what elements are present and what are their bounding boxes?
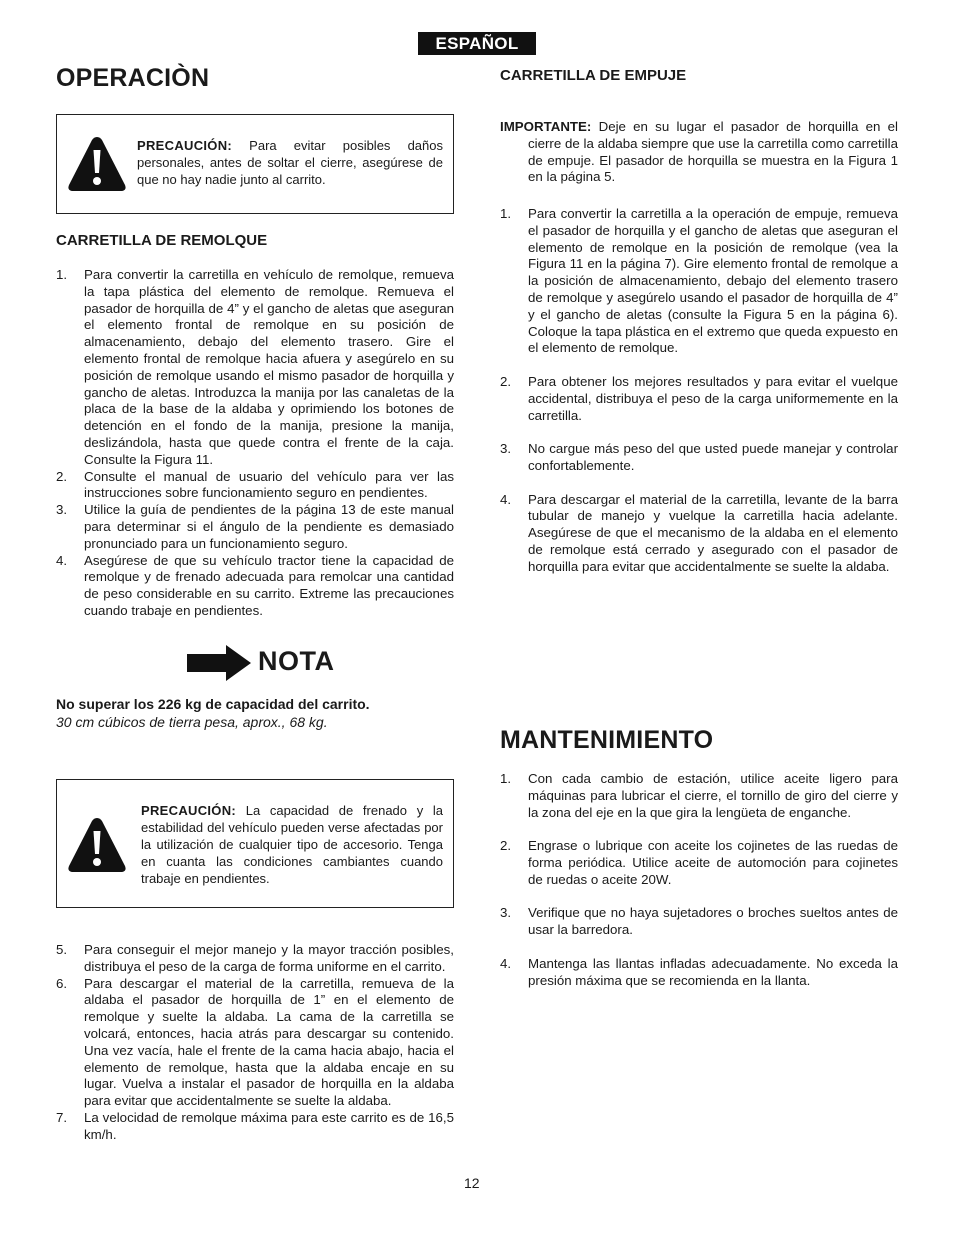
caution-label-1: PRECAUCIÓN: [137,138,233,153]
list-item [500,492,898,576]
list-item [500,956,898,990]
item-text: Engrase o lubrique con aceite los cojinetes de las ruedas de forma periódica. Utilice aceite de automoción para cojinetes de ruedas o aceite 20W. [528,838,898,887]
item-number: 4. [56,552,68,568]
item-number: 2. [500,373,512,389]
caution-box-2 [56,779,454,908]
item-text: Para convertir la carretilla en vehículo de remolque, remueva la tapa plástica del elemento de remolque. Remueva el pasador de horquilla de 4” y el gancho de aletas que aseguran el elemento frontal de remolque en su posición de almacenamiento, debajo del elemento trasero. Gire el elemento frontal de remolque hacia afuera y asegúrelo en su posición de remolque usando el mismo pasador de horquilla y gancho de aletas. Introduzca la manija por las canaletas de la placa de la base de la aldaba y oprimiendo los botones de detención en el fondo de la manija, presione la manija, deslizándola, hasta que quede contra el frente de la caja. Consulte la Figura 11. [84,267,454,467]
item-number: 4. [500,491,512,507]
item-text: La velocidad de remolque máxima para este carrito es de 16,5 km/h. [84,1109,454,1142]
item-number: 1. [500,771,512,786]
list-item [56,553,454,620]
list-item [500,771,898,821]
item-number: 1. [56,267,68,282]
warning-icon [66,135,128,193]
item-number: 7. [56,1109,68,1125]
caution-text-2 [141,802,443,887]
caution-box-1 [56,114,454,214]
item-number: 6. [56,975,68,991]
list-item [56,942,454,976]
item-number: 1. [500,206,512,221]
push-heading: CARRETILLA DE EMPUJE [500,67,687,84]
nota-label: NOTA [258,646,335,676]
list-item [500,905,898,939]
item-number: 3. [500,441,512,457]
item-number: 3. [56,502,68,518]
list-item [500,374,898,424]
item-text: Para descargar el material de la carretilla, levante de la barra tubular de manejo y vuelque la carretilla hacia adelante. Asegúrese de que el mecanismo de la aldaba en el elemento de remolque está cerrado y asegurado con el pasador de horquilla para evitar que accidentalmente se suelte la aldaba. [528,491,898,574]
item-text: Consulte el manual de usuario del vehículo para ver las instrucciones sobre funcionamiento seguro en pendientes. [84,468,454,501]
list-item [56,1110,454,1144]
important-note [500,119,898,186]
list-item [56,267,454,469]
capacity-note: No superar los 226 kg de capacidad del carrito. [56,696,370,712]
list-item [500,206,898,357]
operation-title: OPERACIÒN [56,64,210,92]
item-number: 5. [56,942,68,957]
page-number: 12 [464,1175,480,1191]
item-text: Mantenga las llantas infladas adecuadamente. No exceda la presión máxima que se recomienda en la llanta. [528,955,898,988]
caution-body-1: Para evitar posibles daños personales, antes de soltar el cierre, asegúrese de que no hay nadie junto al carrito. [137,138,443,187]
item-number: 2. [500,838,512,854]
maintenance-title: MANTENIMIENTO [500,726,714,754]
item-text: Para convertir la carretilla a la operación de empuje, remueva el pasador de horquilla y el gancho de aletas que aseguran el elemento de remolque en la posición de remolque (vea la Figura 11 en la página 7). Gire elemento frontal de remolque a la posición de almacenamiento, debajo del elemento trasero de remolque y asegúrelo usando el pasador de horquilla de 4” y el gancho de aletas (consulte la Figura 5 en la página 6). Coloque la tapa plástica en el extremo que queda expuesto en el elemento de remolque. [528,206,898,356]
soil-weight-note: 30 cm cúbicos de tierra pesa, aprox., 68 kg. [56,714,328,730]
warning-icon [66,816,128,874]
list-item [56,502,454,552]
caution-text-1 [137,137,443,188]
list-item [56,469,454,503]
item-text: Asegúrese de que su vehículo tractor tiene la capacidad de remolque y de frenado adecuada para remolcar una cantidad de peso considerable en su carrito. Extreme las precauciones cuando trabaje en pendientes. [84,552,454,618]
caution-body-2: La capacidad de frenado y la estabilidad del vehículo pueden verse afectadas por la utilización de cualquier tipo de accesorio. Tenga en cuanta las condiciones cambiantes cuando trabaje en pendientes. [141,803,443,886]
list-item [500,441,898,475]
item-text: Con cada cambio de estación, utilice aceite ligero para máquinas para lubricar el cierre, el tornillo de giro del cierre y la zona del eje en la que gira la lengüeta de enganche. [528,771,898,820]
arrow-right-icon [186,644,252,682]
important-label: IMPORTANTE: [500,119,592,134]
item-text: No cargue más peso del que usted puede manejar y controlar confortablemente. [528,441,898,473]
item-text: Para descargar el material de la carretilla, remueva de la aldaba el pasador de horquilla de 1” en el elemento de remolque y suelte la aldaba. La cama de la carretilla se volcará, entonces, hacia atrás para descargar su contenido. Una vez vacía, hale el frente de la cama hacia abajo, hacia el elemento de remolque, hasta que la aldaba encaje en su lugar. Vuelva a instalar el pasador de horquilla en la aldaba para evitar que accidentalmente se suelte la aldaba. [84,975,454,1109]
list-item [56,976,454,1110]
language-tab: ESPAÑOL [418,32,536,55]
item-number: 2. [56,468,68,484]
item-number: 4. [500,955,512,971]
tow-heading: CARRETILLA DE REMOLQUE [56,232,268,249]
push-list [500,206,898,592]
caution-label-2: PRECAUCIÓN: [141,803,237,818]
item-text: Utilice la guía de pendientes de la página 13 de este manual para determinar si el ángulo de la pendiente es demasiado pronunciado para un funcionamiento seguro. [84,502,454,551]
item-text: Para conseguir el mejor manejo y la mayor tracción posibles, distribuya el peso de la carga de forma uniforme en el carrito. [84,942,454,974]
tow-list-continued [56,942,454,1144]
item-text: Verifique que no haya sujetadores o broches sueltos antes de usar la barredora. [528,905,898,938]
important-text: Deje en su lugar el pasador de horquilla en el cierre de la aldaba siempre que use la carretilla como carretilla de empuje. El pasador de horquilla se muestra en la Figura 1 en la página 5. [528,119,898,185]
list-item [500,838,898,888]
item-text: Para obtener los mejores resultados y para evitar el vuelque accidental, distribuya el peso de la carga uniformemente en la carretilla. [528,373,898,423]
maintenance-list [500,771,898,1006]
item-number: 3. [500,905,512,921]
tow-list [56,267,454,620]
